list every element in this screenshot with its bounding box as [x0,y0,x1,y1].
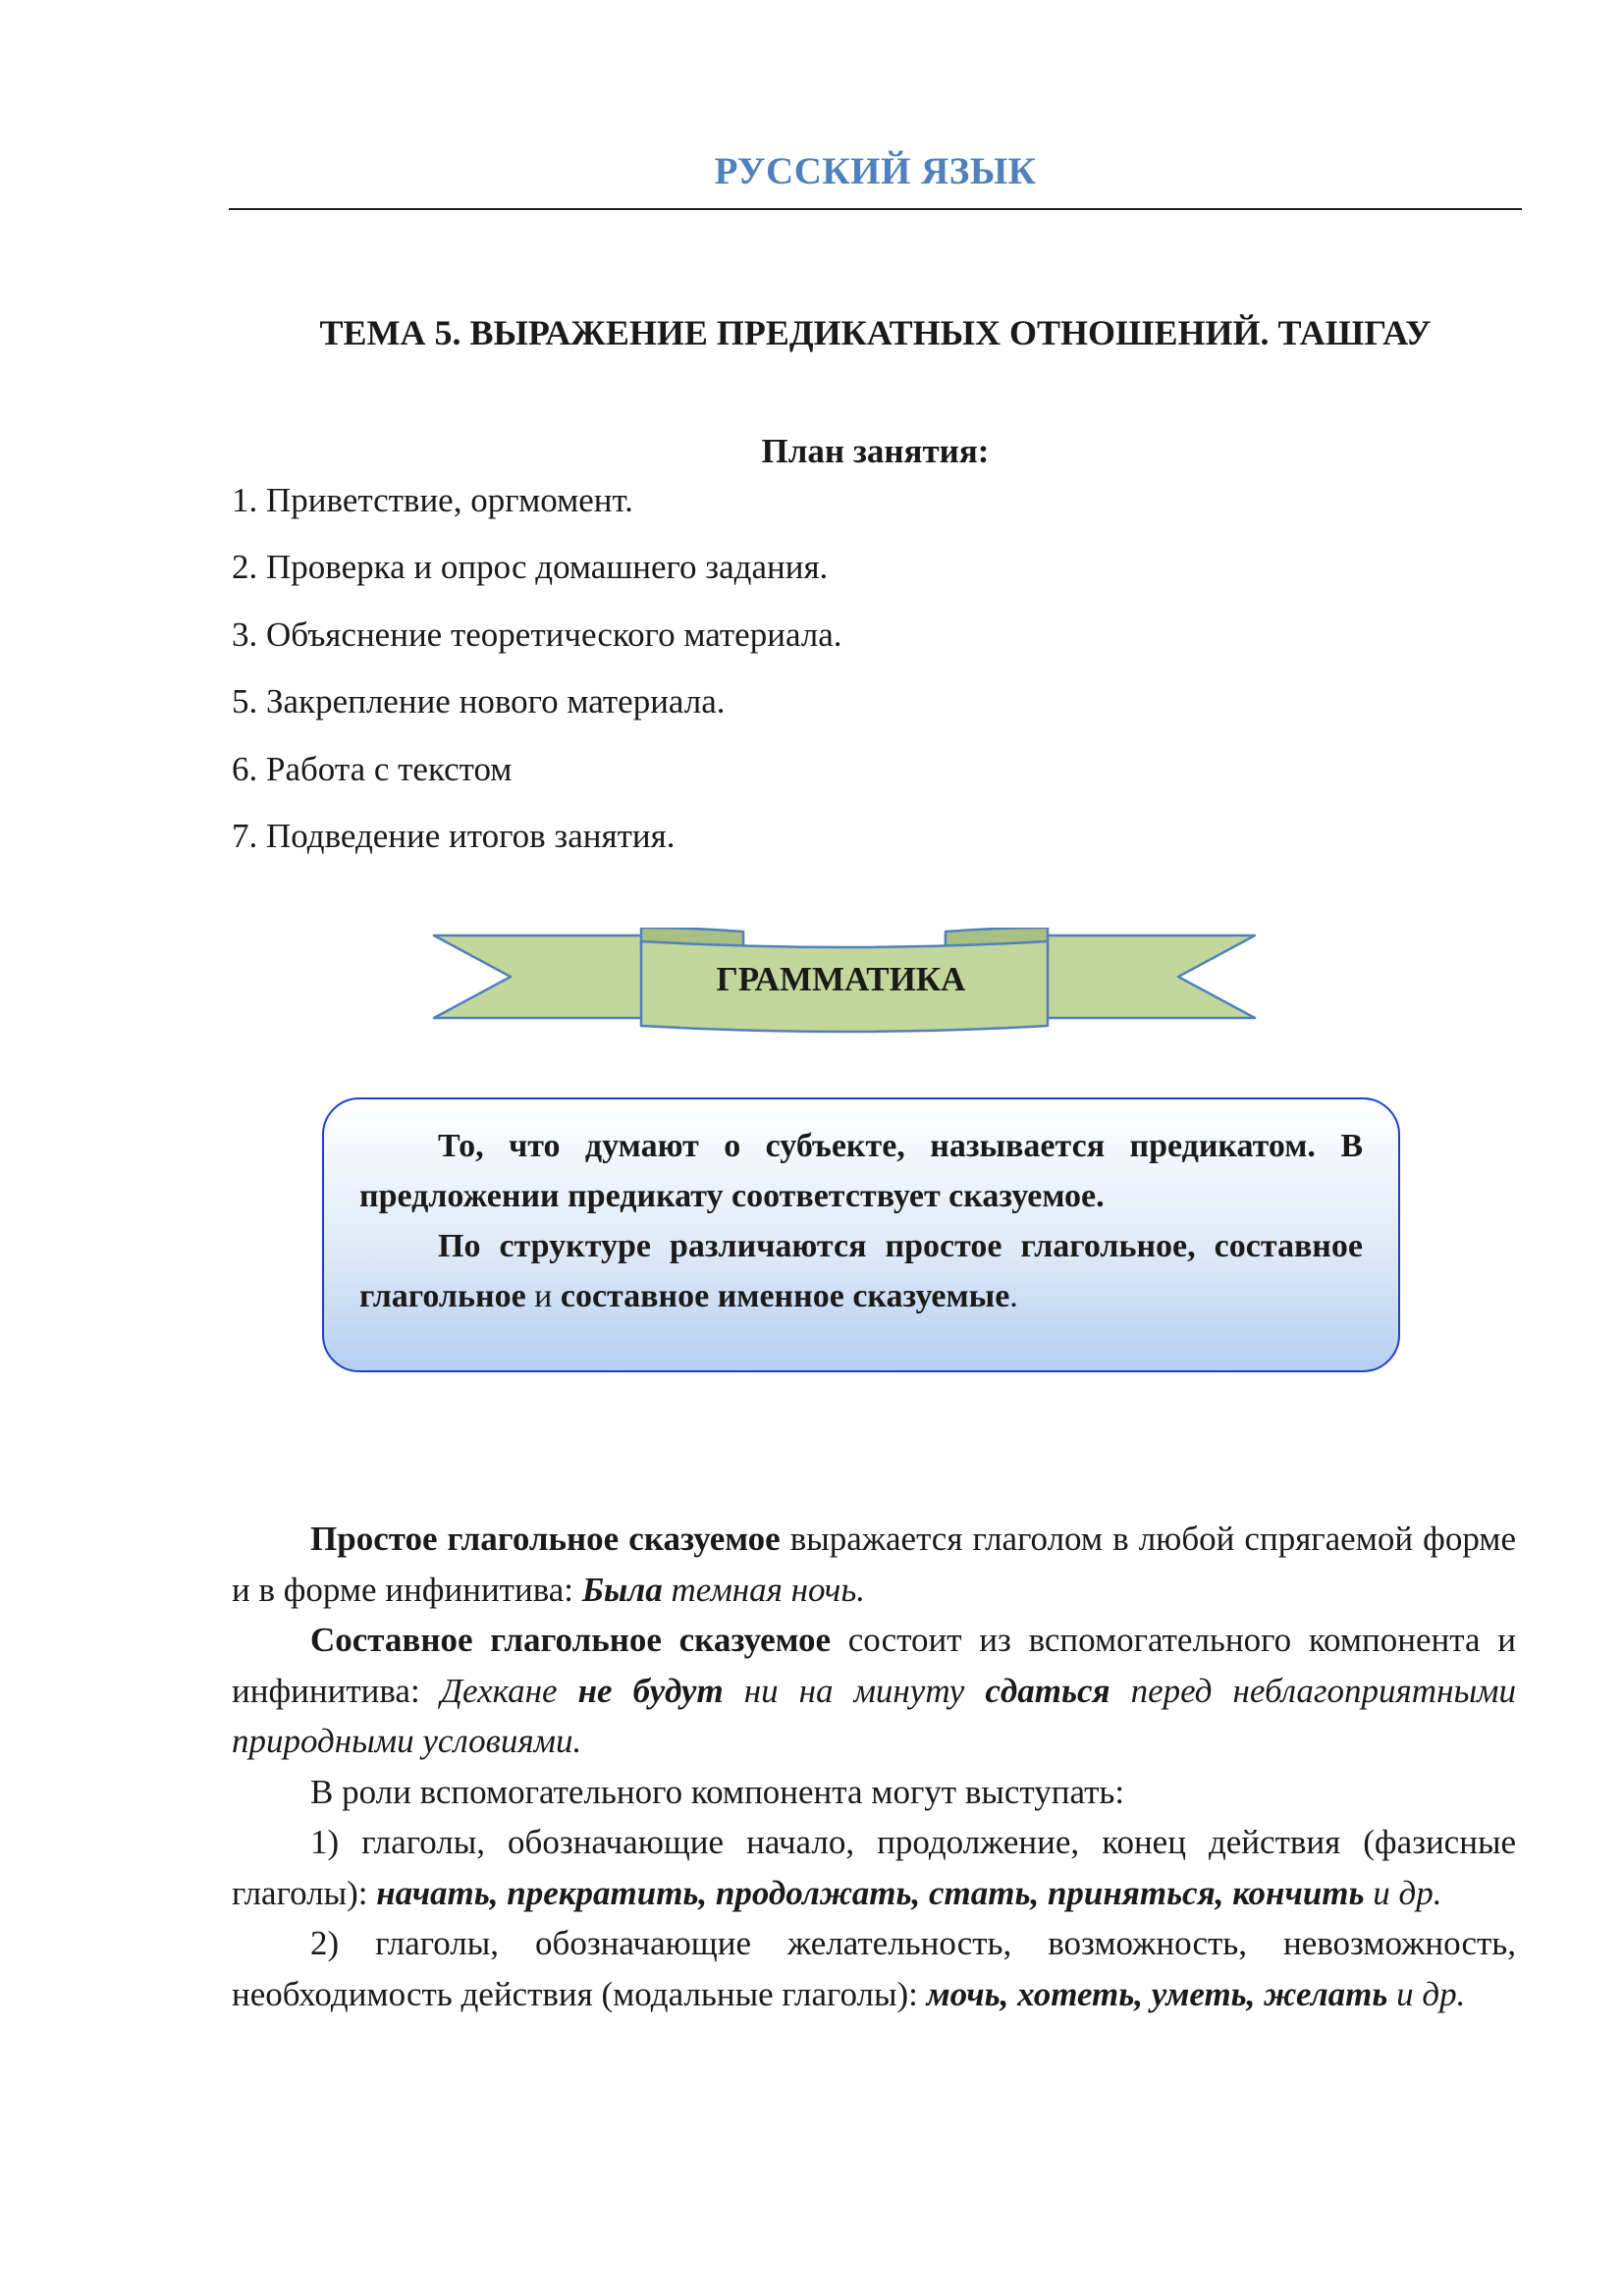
plan-item: 3. Объяснение теоретического материала. [232,614,842,654]
definition-text: По структуре различаются простое глагольное, составное глагольное [359,1228,1363,1314]
text: 1) глаголы, обозначающие начало, продолжение, конец действия (фазисные глаголы): [232,1823,1516,1912]
tail: и др. [1387,1974,1466,2013]
example-bold: не будут [577,1671,724,1710]
plan-heading: План занятия: [761,432,990,470]
term: Простое глагольное сказуемое [310,1520,781,1558]
tail: и др. [1364,1873,1442,1912]
text: выражается глаголом в любой спрягаемой форме и в форме инфинитива: [232,1520,1516,1609]
definition-paragraph [359,1221,1363,1321]
header-rule [229,208,1522,210]
body-text [232,1514,1516,2019]
plan-list [232,476,842,879]
example-bold: Была [581,1570,663,1609]
running-header: РУССКИЙ ЯЗЫК [714,150,1037,192]
text: состоит из вспомогательного компонента и инфинитива: [232,1621,1516,1710]
plan-item: 2. Проверка и опрос домашнего задания. [232,548,829,587]
plan-item: 7. Подведение итогов занятия. [232,816,676,855]
plan-item: 5. Закрепление нового материала. [232,682,726,721]
definition-conjunction: и [525,1278,561,1314]
example: ни на минуту [723,1671,986,1710]
text: 2) глаголы, обозначающие желательность, возможность, невозможность, необходимость действия (модальные глаголы): [232,1924,1516,2013]
plan-item: 6. Работа с текстом [232,749,513,788]
definition-period: . [1009,1278,1018,1314]
definition-text: составное именное сказуемые [560,1278,1010,1314]
banner-label: ГРАММАТИКА [716,960,966,998]
example-bold: сдаться [985,1671,1110,1710]
paragraph-simple-predicate [232,1514,1516,1615]
examples: мочь, хотеть, уметь, желать [926,1974,1388,2013]
paragraph-auxiliary-intro: В роли вспомогательного компонента могут выступать: [310,1772,1125,1811]
paragraph-phase-verbs [232,1817,1516,1918]
term: Составное глагольное сказуемое [310,1621,832,1659]
plan-item: 1. Приветствие, оргмомент. [232,481,633,519]
topic-title: ТЕМА 5. ВЫРАЖЕНИЕ ПРЕДИКАТНЫХ ОТНОШЕНИЙ. ТАШГАУ [319,313,1432,352]
definition-box [322,1097,1400,1372]
paragraph-compound-verbal [232,1615,1516,1767]
example: Дехкане [440,1671,578,1710]
paragraph-modal-verbs [232,1918,1516,2019]
definition-paragraph: То, что думают о субъекте, называется предикатом. В предложении предикату соответствует сказуемое. [359,1128,1363,1214]
example: темная ночь. [662,1570,866,1609]
example: перед неблагоприятными природными условиями. [232,1671,1516,1760]
examples: начать, прекратить, продолжать, стать, приняться, кончить [376,1873,1365,1912]
